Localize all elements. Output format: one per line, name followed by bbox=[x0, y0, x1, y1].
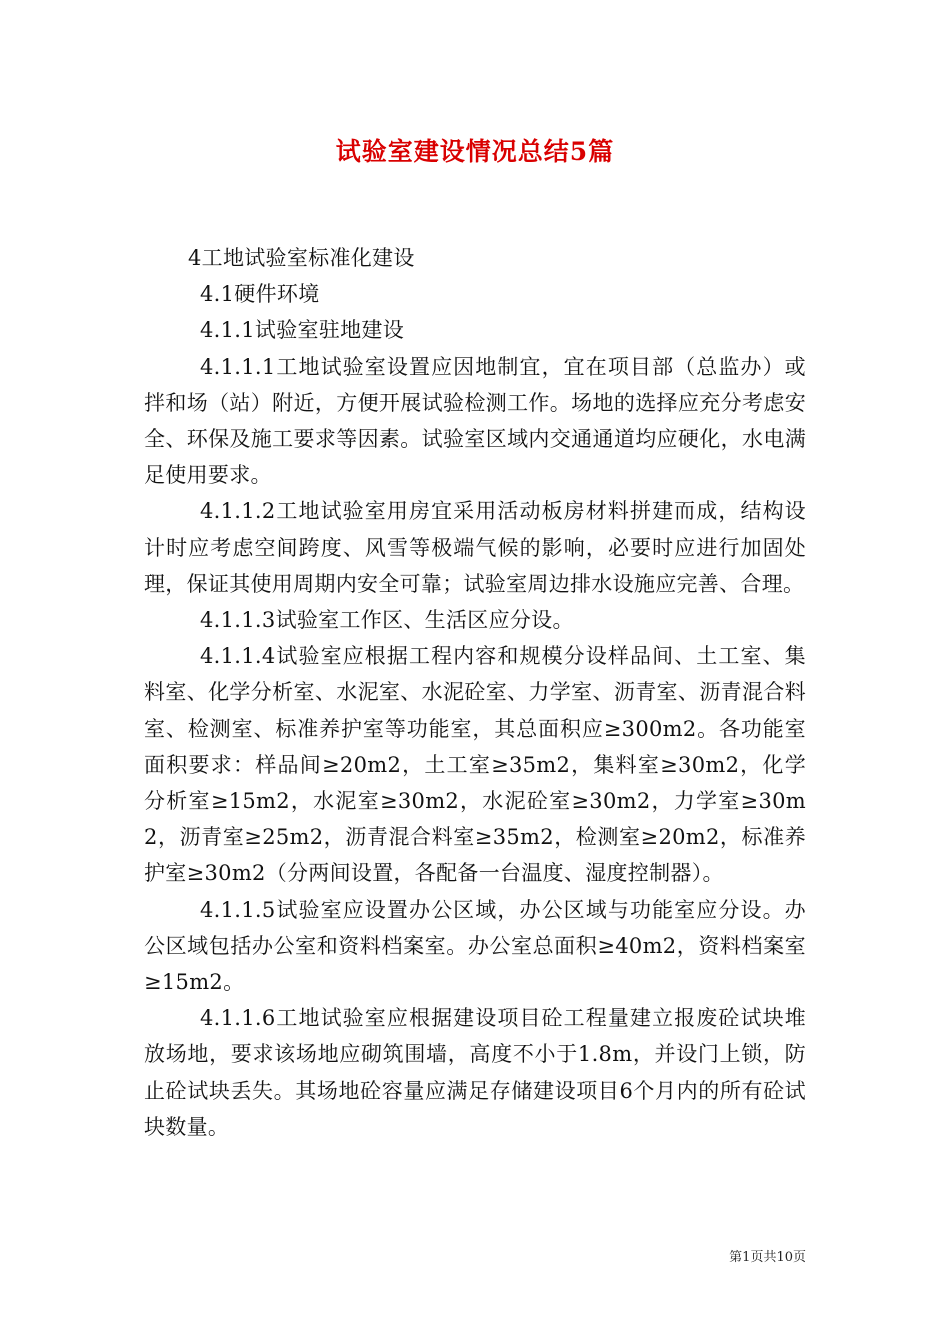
document-title: 试验室建设情况总结5篇 bbox=[335, 137, 615, 166]
section-heading-4-1: 4.1硬件环境 bbox=[200, 282, 320, 307]
paragraph-4-1-1-6: 4.1.1.6工地试验室应根据建设项目砼工程量建立报废砼试块堆放场地，要求该场地应砌筑围墙，高度不小于1.8m，并设门上锁，防止砼试块丢失。其场地砼容量应满足存储建设项目6个月内的所有砼试块数量。 bbox=[144, 1006, 806, 1139]
paragraph-4-1-1-2: 4.1.1.2工地试验室用房宜采用活动板房材料拼建而成，结构设计时应考虑空间跨度、风雪等极端气候的影响，必要时应进行加固处理，保证其使用周期内安全可靠；试验室周边排水设施应完善、合理。 bbox=[144, 499, 806, 596]
paragraph-4-1-1-5: 4.1.1.5试验室应设置办公区域，办公区域与功能室应分设。办公区域包括办公室和资料档案室。办公室总面积≥40m2，资料档案室≥15m2。 bbox=[144, 897, 806, 995]
section-heading-4: 4工地试验室标准化建设 bbox=[188, 246, 415, 270]
page-number-footer: 第1页共10页 bbox=[729, 1250, 806, 1265]
paragraph-4-1-1-4: 4.1.1.4试验室应根据工程内容和规模分设样品间、土工室、集料室、化学分析室、水泥室、水泥砼室、力学室、沥青室、沥青混合料室、检测室、标准养护室等功能室，其总面积应≥300m2。各功能室面积要求：样品间≥20m2，土工室≥35m2，集料室≥30m2，化学分析室≥15m2，水泥室≥30m2，水泥砼室≥30m2，力学室≥30m2，沥青室≥25m2，沥青混合料室≥35m2，检测室≥20m2，标准养护室≥30m2（分两间设置，各配备一台温度、湿度控制器）。 bbox=[144, 644, 806, 886]
section-heading-4-1-1: 4.1.1试验室驻地建设 bbox=[200, 318, 405, 343]
document-body bbox=[144, 240, 806, 1145]
paragraph-4-1-1-3: 4.1.1.3试验室工作区、生活区应分设。 bbox=[200, 608, 574, 633]
paragraph-4-1-1-1: 4.1.1.1工地试验室设置应因地制宜，宜在项目部（总监办）或拌和场（站）附近，方便开展试验检测工作。场地的选择应充分考虑安全、环保及施工要求等因素。试验室区域内交通通道均应硬化，水电满足使用要求。 bbox=[144, 354, 806, 488]
